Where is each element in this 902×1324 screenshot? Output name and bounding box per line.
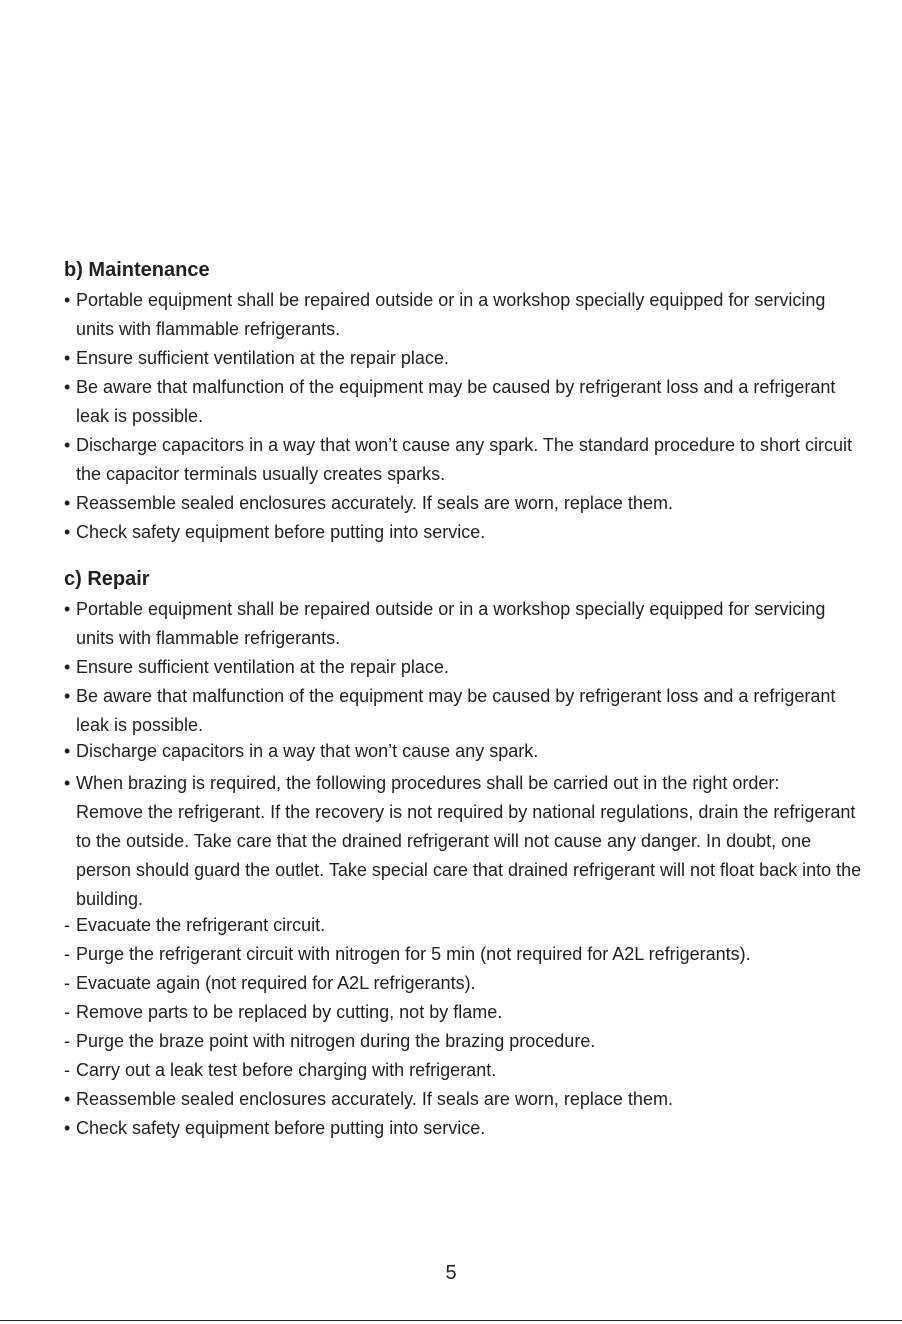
dash-marker: - [64, 1060, 70, 1080]
list-item-text: When brazing is required, the following procedures shall be carried out in the right order: [76, 773, 780, 793]
list-item-text: Discharge capacitors in a way that won’t cause any spark. [76, 741, 539, 761]
list-item [64, 1027, 864, 1056]
list-item-text: Evacuate again (not required for A2L refrigerants). [76, 973, 476, 993]
list-item-text: Purge the braze point with nitrogen during the brazing procedure. [76, 1031, 596, 1051]
list-item [64, 1056, 864, 1085]
list-item [64, 489, 864, 518]
list-item [64, 653, 864, 682]
list-item-text: Check safety equipment before putting into service. [76, 1118, 486, 1138]
bullet-marker: • [64, 599, 71, 619]
list-item [64, 940, 864, 969]
dash-marker: - [64, 915, 70, 935]
list-item [64, 1114, 864, 1143]
list-item [64, 769, 864, 798]
list-item-text: Remove parts to be replaced by cutting, not by flame. [76, 1002, 503, 1022]
list-item-text: Carry out a leak test before charging with refrigerant. [76, 1060, 497, 1080]
bullet-marker: • [64, 377, 71, 397]
list-item-text: Remove the refrigerant. If the recovery is not required by national regulations, drain the refrigerant to the outside. Take care that the drained refrigerant will not cause any danger. In doubt, one person should guard the outlet. Take special care that drained refrigerant will not float back into the building. [76, 802, 862, 909]
list-item-text: Be aware that malfunction of the equipment may be caused by refrigerant loss and a refrigerant leak is possible. [76, 686, 836, 735]
bullet-marker: • [64, 686, 71, 706]
list-item [64, 911, 864, 940]
bullet-marker: • [64, 741, 71, 761]
list-item [64, 286, 864, 344]
list-item-text: Ensure sufficient ventilation at the repair place. [76, 348, 449, 368]
list-item-text: Evacuate the refrigerant circuit. [76, 915, 326, 935]
list-item [64, 373, 864, 431]
list-item [64, 431, 864, 489]
list-item [64, 344, 864, 373]
list-item-text: Ensure sufficient ventilation at the repair place. [76, 657, 449, 677]
bullet-marker: • [64, 435, 71, 455]
bullet-marker: • [64, 522, 71, 542]
list-item [64, 740, 864, 763]
dash-marker: - [64, 1002, 70, 1022]
list-item-text: Discharge capacitors in a way that won’t cause any spark. The standard procedure to short circuit the capacitor terminals usually creates sparks. [76, 435, 853, 484]
page-number: 5 [445, 1262, 457, 1284]
maintenance-section [64, 258, 864, 547]
bullet-marker: • [64, 348, 71, 368]
dash-marker: - [64, 1031, 70, 1051]
list-item-text: Portable equipment shall be repaired outside or in a workshop specially equipped for servicing units with flammable refrigerants. [76, 599, 826, 648]
repair-section [64, 567, 864, 1143]
list-item-text: Reassemble sealed enclosures accurately. If seals are worn, replace them. [76, 493, 673, 513]
list-item-text: Be aware that malfunction of the equipment may be caused by refrigerant loss and a refrigerant leak is possible. [76, 377, 836, 426]
bullet-marker: • [64, 493, 71, 513]
page-bottom-rule [0, 1320, 902, 1321]
list-item [64, 682, 864, 740]
dash-marker: - [64, 973, 70, 993]
list-item-text: Portable equipment shall be repaired outside or in a workshop specially equipped for servicing units with flammable refrigerants. [76, 290, 826, 339]
bullet-marker: • [64, 290, 71, 310]
maintenance-heading: b) Maintenance [64, 259, 210, 281]
bullet-marker: • [64, 1118, 71, 1138]
repair-heading: c) Repair [64, 568, 150, 590]
bullet-marker: • [64, 773, 71, 793]
list-item [64, 998, 864, 1027]
bullet-marker: • [64, 1089, 71, 1109]
dash-marker: - [64, 944, 70, 964]
list-item [64, 969, 864, 998]
list-item-text: Check safety equipment before putting into service. [76, 522, 486, 542]
list-item [64, 1085, 864, 1114]
list-item [64, 518, 864, 547]
bullet-marker: • [64, 657, 71, 677]
list-item-text: Reassemble sealed enclosures accurately. If seals are worn, replace them. [76, 1089, 673, 1109]
list-item-text: Purge the refrigerant circuit with nitrogen for 5 min (not required for A2L refrigerants). [76, 944, 751, 964]
list-item [64, 595, 864, 653]
procedure-paragraph [64, 798, 864, 914]
